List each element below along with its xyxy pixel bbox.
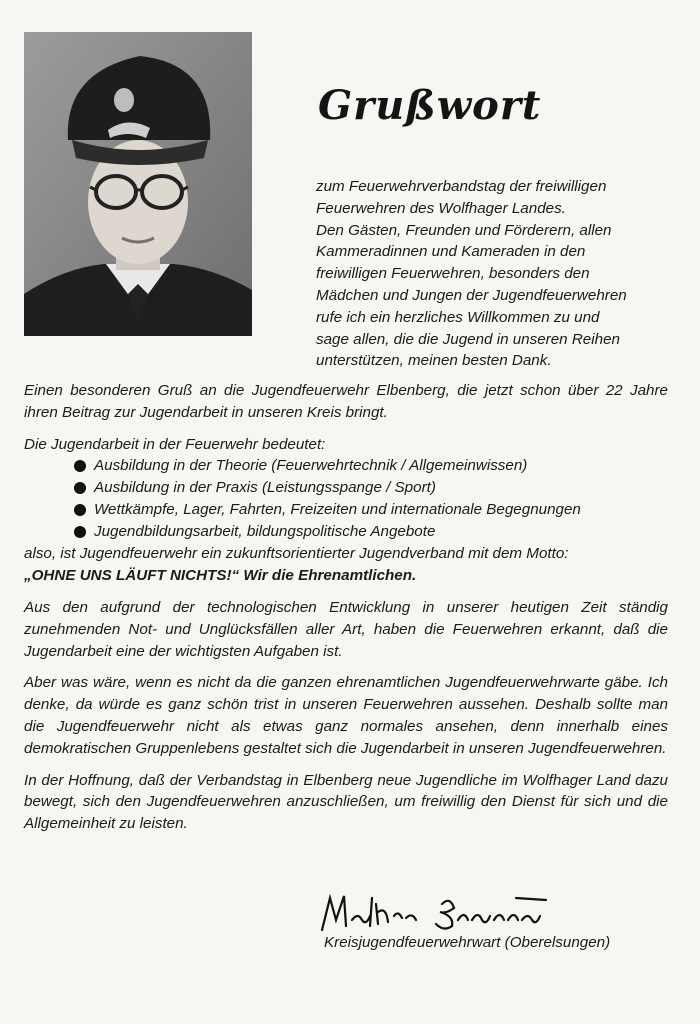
list-outro: also, ist Jugendfeuerwehr ein zukunftsorientierter Jugendverband mit dem Motto:: [24, 545, 569, 563]
portrait-photo: [24, 32, 252, 336]
intro-line: Den Gästen, Freunden und Förderern, allen: [316, 221, 612, 239]
paragraph-volunteers: Aber was wäre, wenn es nicht da die ganzen ehrenamtlichen Jugendfeuerwehrwarte gäbe. Ich denke, da würde es ganz schön trist in unseren Feuerwehren aussehen. Deshalb sollte man die Jugendfeuerwehr nicht als etwas ganz normales ansehen, denn innerhalb eines demokratischen Gruppenlebens gestaltet sich die Jugendarbeit in unseren Jugendfeuerwehren.: [24, 674, 668, 757]
greeting-paragraph: Einen besonderen Gruß an die Jugendfeuerwehr Elbenberg, die jetzt schon über 22 Jahre ihren Beitrag zur Jugendarbeit in unseren Kreis bringt.: [24, 382, 668, 421]
intro-paragraph: [316, 176, 666, 372]
list-intro: Die Jugendarbeit in der Feuerwehr bedeutet:: [24, 435, 326, 453]
signature: [318, 890, 568, 934]
intro-line: Feuerwehren des Wolfhager Landes.: [316, 199, 566, 217]
intro-line: sage allen, die die Jugend in unseren Reihen: [316, 330, 620, 348]
paragraph-technology: Aus den aufgrund der technologischen Entwicklung in unserer heutigen Zeit ständig zunehmenden Not- und Unglücksfällen aller Art, haben die Feuerwehren erkannt, daß die Jugendarbeit eine der wichtigsten Aufgaben ist.: [24, 598, 668, 660]
signature-role: Kreisjugendfeuerwehrwart (Oberelsungen): [324, 934, 611, 951]
list-item: Ausbildung in der Praxis (Leistungsspange / Sport): [74, 477, 668, 499]
page-title: Grußwort: [318, 82, 542, 129]
intro-line: rufe ich ein herzliches Willkommen zu und: [316, 308, 600, 326]
paragraph-hope: In der Hoffnung, daß der Verbandstag in Elbenberg neue Jugendliche im Wolfhager Land dazu bewegt, sich den Jugendfeuerwehren anzuschließen, um freiwillig den Dienst für sich und die Allgemeinheit zu leisten.: [24, 771, 668, 833]
intro-line: Kammeradinnen und Kameraden in den: [316, 243, 586, 261]
list-item: Jugendbildungsarbeit, bildungspolitische Angebote: [74, 521, 668, 543]
letter-body: [24, 380, 668, 845]
list-item: Ausbildung in der Theorie (Feuerwehrtechnik / Allgemeinwissen): [74, 455, 668, 477]
portrait-illustration: [24, 32, 252, 336]
intro-line: unterstützen, meinen besten Dank.: [316, 352, 552, 370]
intro-line: zum Feuerwehrverbandstag der freiwilligen: [316, 178, 607, 195]
motto: „OHNE UNS LÄUFT NICHTS!“ Wir die Ehrenamtlichen.: [24, 567, 417, 585]
signature-scribble: [318, 890, 568, 934]
intro-line: freiwilligen Feuerwehren, besonders den: [316, 265, 590, 283]
list-item: Wettkämpfe, Lager, Fahrten, Freizeiten und internationale Begegnungen: [74, 499, 668, 521]
intro-line: Mädchen und Jungen der Jugendfeuerwehren: [316, 286, 627, 304]
activities-list: [24, 455, 668, 543]
